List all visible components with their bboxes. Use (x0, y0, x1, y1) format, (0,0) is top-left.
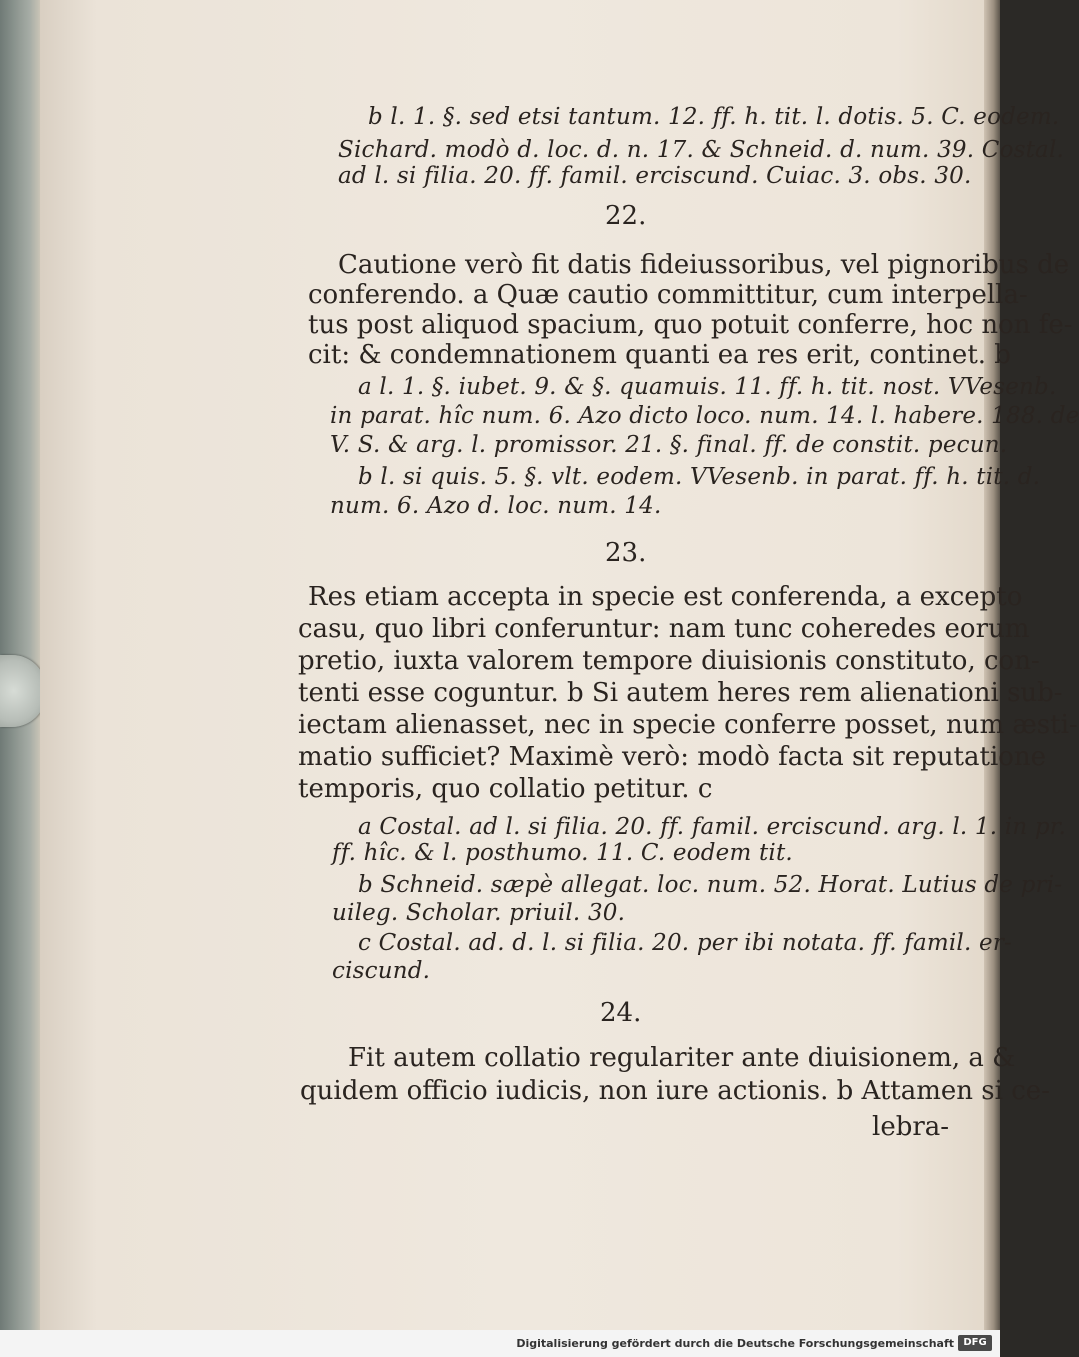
dfg-logo: DFG (958, 1335, 992, 1351)
footnote-line: Sichard. modò d. loc. d. n. 17. & Schneid. d. num. 39. Costal. (338, 137, 1065, 163)
paragraph-line: Fit autem collatio regulariter ante diuisionem, a & (348, 1043, 1016, 1073)
paragraph-line: matio sufficiet? Maximè verò: modò facta sit reputatione (298, 742, 1047, 772)
paragraph-line: tenti esse coguntur. b Si autem heres rem alienationi sub- (298, 678, 1063, 708)
footnote-line: ad l. si filia. 20. ff. famil. erciscund. Cuiac. 3. obs. 30. (338, 163, 972, 189)
catchword: lebra- (872, 1112, 950, 1142)
paragraph-line: temporis, quo collatio petitur. c (298, 774, 713, 804)
footnote-line: c Costal. ad. d. l. si filia. 20. per ibi notata. ff. famil. er- (358, 930, 1012, 956)
paragraph-line: Cautione verò fit datis fideiussoribus, vel pignoribus de (338, 250, 1070, 280)
footnote-line: b l. 1. §. sed etsi tantum. 12. ff. h. tit. l. dotis. 5. C. eodem. (368, 104, 1060, 130)
paragraph-line: casu, quo libri conferuntur: nam tunc coheredes eorum (298, 614, 1030, 644)
paragraph-line: quidem officio iudicis, non iure actionis. b Attamen si ce- (300, 1076, 1050, 1106)
footnote-line: V. S. & arg. l. promissor. 21. §. final. ff. de constit. pecun. (330, 432, 1008, 458)
paragraph-line: iectam alienasset, nec in specie conferre posset, num æsti- (298, 710, 1078, 740)
footnote-line: b Schneid. sæpè allegat. loc. num. 52. Horat. Lutius de pri- (358, 872, 1063, 898)
paragraph-line: cit: & condemnationem quanti ea res erit, continet. b (308, 340, 1011, 370)
footnote-line: num. 6. Azo d. loc. num. 14. (330, 493, 662, 519)
footnote-line: a l. 1. §. iubet. 9. & §. quamuis. 11. ff. h. tit. nost. VVesenb. (358, 374, 1057, 400)
paragraph-line: tus post aliquod spacium, quo potuit conferre, hoc non fe- (308, 310, 1073, 340)
section-number: 24. (600, 998, 642, 1028)
footnote-line: uileg. Scholar. priuil. 30. (332, 900, 626, 926)
footnote-line: ff. hîc. & l. posthumo. 11. C. eodem tit. (332, 840, 793, 866)
footnote-line: b l. si quis. 5. §. vlt. eodem. VVesenb. in parat. ff. h. tit. d. (358, 464, 1041, 490)
paragraph-line: pretio, iuxta valorem tempore diuisionis constituto, con- (298, 646, 1040, 676)
funding-credit: Digitalisierung gefördert durch die Deutsche Forschungsgemeinschaft (516, 1337, 954, 1350)
footnote-line: a Costal. ad l. si filia. 20. ff. famil. erciscund. arg. l. 1. in pr. (358, 814, 1066, 840)
footnote-line: ciscund. (332, 958, 431, 984)
paragraph-line: Res etiam accepta in specie est conferenda, a excepto (308, 582, 1023, 612)
section-number: 22. (605, 201, 647, 231)
footnote-line: in parat. hîc num. 6. Azo dicto loco. num. 14. l. habere. 188. de (330, 403, 1079, 429)
section-number: 23. (605, 538, 647, 568)
paragraph-line: conferendo. a Quæ cautio committitur, cum interpella- (308, 280, 1028, 310)
